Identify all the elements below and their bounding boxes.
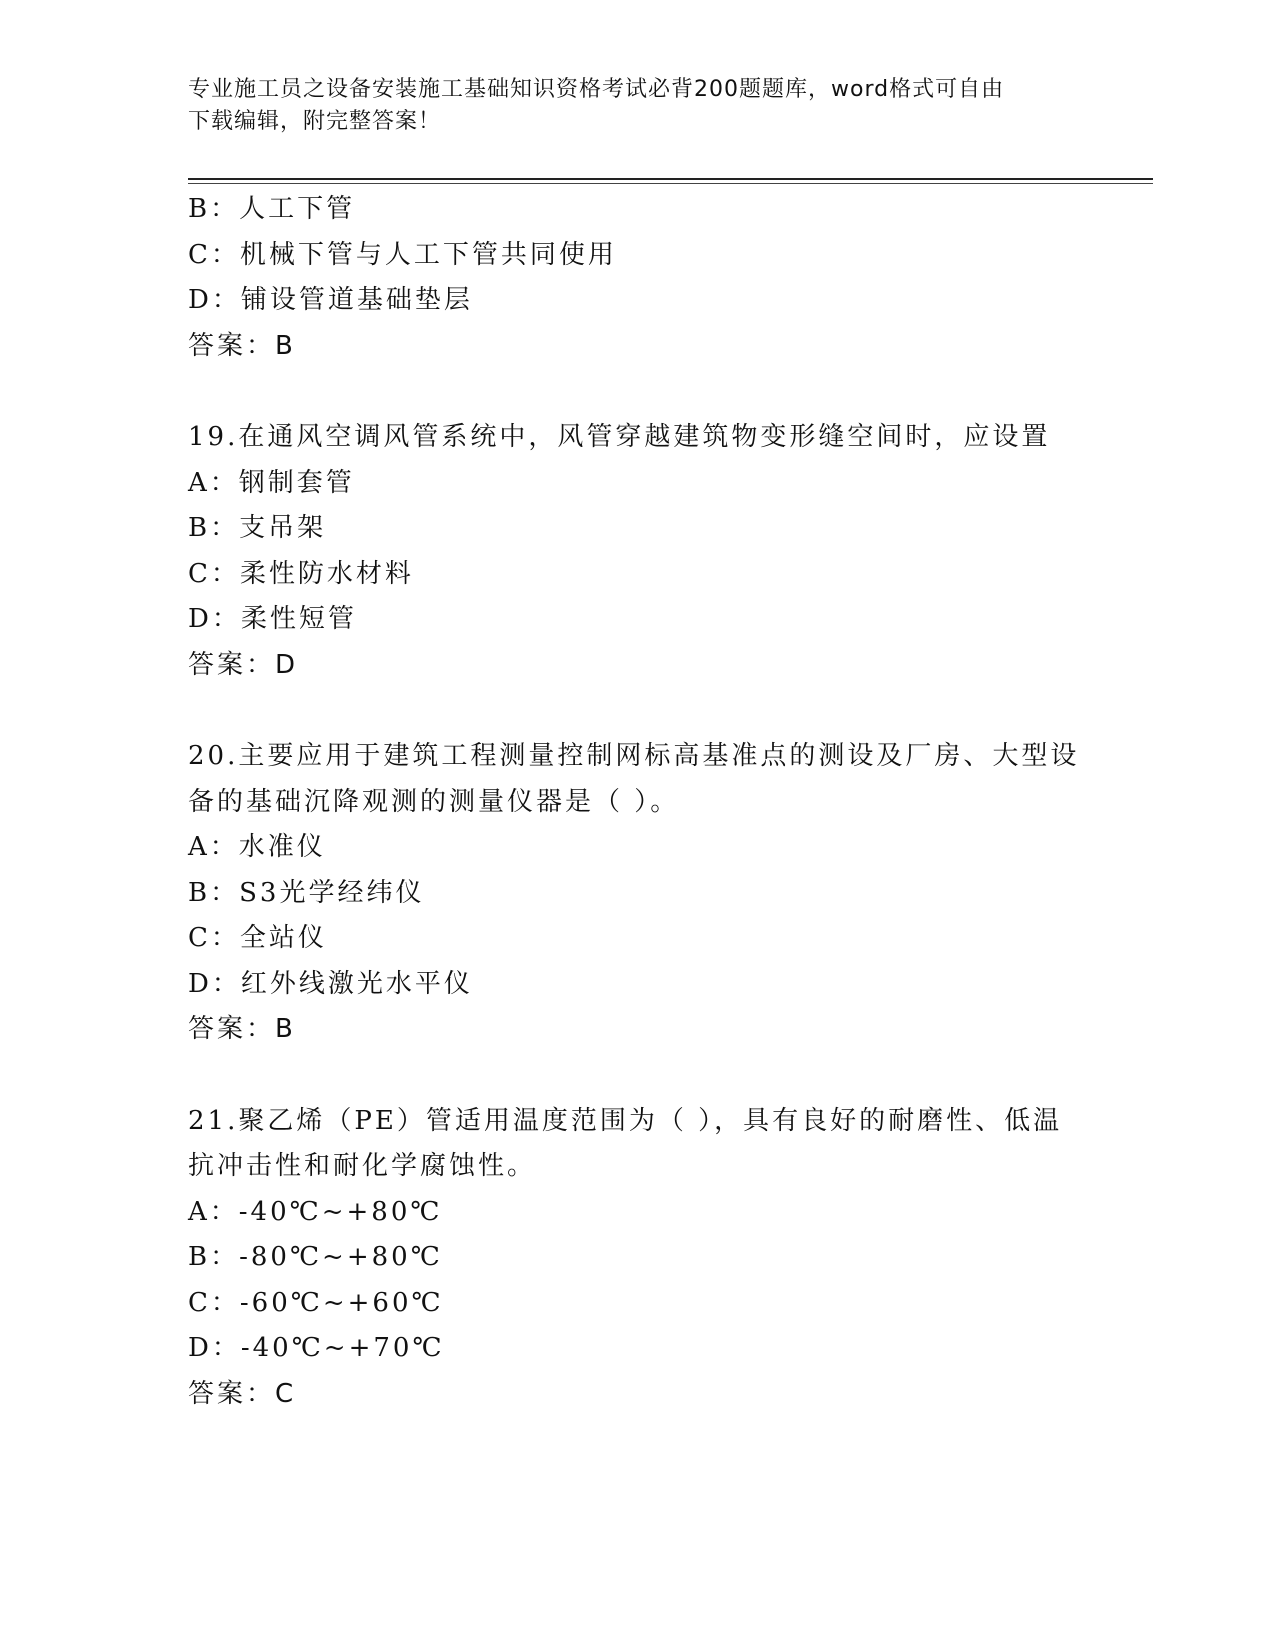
question-text-line-1: 21.聚乙烯（PE）管适用温度范围为（ ），具有良好的耐磨性、低温 — [188, 1105, 1063, 1136]
header-line-2: 下载编辑，附完整答案！ — [188, 109, 442, 134]
option-b: B：-80℃~+80℃ — [188, 1242, 443, 1272]
question-text-line-2: 抗冲击性和耐化学腐蚀性。 — [188, 1151, 537, 1181]
question-list — [188, 187, 1128, 1417]
option-d: D：红外线激光水平仪 — [188, 968, 473, 999]
answer-line: 答案：C — [188, 1378, 297, 1409]
option-d: D：-40℃~+70℃ — [188, 1333, 445, 1363]
question-text-line-2: 备的基础沉降观测的测量仪器是（ ）。 — [188, 786, 680, 817]
option-d: D：铺设管道基础垫层 — [188, 285, 473, 315]
question-block-20 — [188, 734, 1128, 1053]
header-rule-thick — [188, 178, 1153, 180]
option-c: C：机械下管与人工下管共同使用 — [188, 239, 617, 270]
header-rule-thin — [188, 183, 1153, 184]
option-c: C：全站仪 — [188, 923, 327, 953]
answer-line: 答案：B — [188, 1014, 296, 1044]
question-block-19 — [188, 415, 1128, 688]
header-line-1: 专业施工员之设备安装施工基础知识资格考试必背200题题库，word格式可自由 — [188, 77, 1005, 102]
option-c: C：柔性防水材料 — [188, 558, 414, 589]
question-block-21 — [188, 1099, 1128, 1418]
option-a: A：水准仪 — [188, 832, 326, 862]
option-b: B：支吊架 — [188, 513, 327, 543]
option-d: D：柔性短管 — [188, 604, 357, 634]
page-header — [188, 74, 1088, 138]
option-a: A：钢制套管 — [188, 467, 355, 498]
option-c: C：-60℃~+60℃ — [188, 1287, 444, 1318]
answer-line: 答案：D — [188, 649, 299, 680]
option-b: B：S3光学经纬仪 — [188, 877, 425, 908]
option-a: A：-40℃~+80℃ — [188, 1196, 443, 1227]
question-text: 19.在通风空调风管系统中，风管穿越建筑物变形缝空间时，应设置 — [188, 422, 1051, 452]
question-block-18 — [188, 187, 1128, 369]
option-b: B：人工下管 — [188, 194, 356, 224]
answer-line: 答案：B — [188, 330, 296, 361]
question-text-line-1: 20.主要应用于建筑工程测量控制网标高基准点的测设及厂房、大型设 — [188, 741, 1080, 771]
